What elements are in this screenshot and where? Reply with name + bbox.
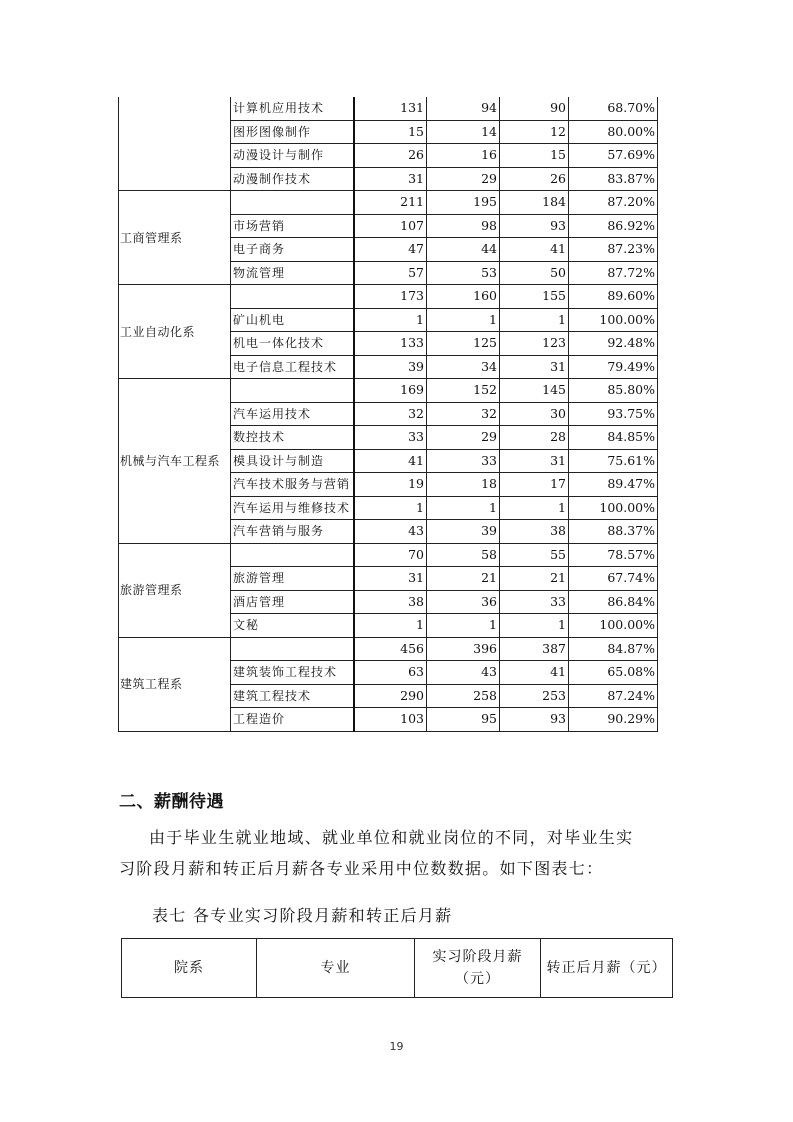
rate-cell: 87.23% xyxy=(569,238,658,262)
rate-cell: 84.87% xyxy=(569,637,658,661)
major-cell: 矿山机电 xyxy=(231,308,354,332)
placed-cell: 123 xyxy=(500,332,569,356)
major-cell: 模具设计与制造 xyxy=(231,449,354,473)
placed-cell: 17 xyxy=(500,473,569,497)
rate-cell: 67.74% xyxy=(569,567,658,591)
major-cell xyxy=(231,543,354,567)
placed-cell: 55 xyxy=(500,543,569,567)
placed-cell: 38 xyxy=(500,520,569,544)
employed-cell: 16 xyxy=(427,144,500,168)
placed-cell: 93 xyxy=(500,214,569,238)
rate-cell: 92.48% xyxy=(569,332,658,356)
placed-cell: 31 xyxy=(500,355,569,379)
rate-cell: 65.08% xyxy=(569,661,658,685)
rate-cell: 86.84% xyxy=(569,590,658,614)
dept-cell: 工业自动化系 xyxy=(119,285,231,379)
major-cell: 电子商务 xyxy=(231,238,354,262)
graduates-cell: 211 xyxy=(354,191,427,215)
major-cell: 图形图像制作 xyxy=(231,120,354,144)
major-cell: 计算机应用技术 xyxy=(231,97,354,120)
major-cell: 机电一体化技术 xyxy=(231,332,354,356)
major-cell: 旅游管理 xyxy=(231,567,354,591)
employed-cell: 18 xyxy=(427,473,500,497)
dept-summary-row xyxy=(119,285,658,309)
body-paragraph xyxy=(119,822,675,884)
rate-cell: 75.61% xyxy=(569,449,658,473)
salary-table-header-row xyxy=(122,939,673,998)
employed-cell: 95 xyxy=(427,708,500,732)
placed-cell: 387 xyxy=(500,637,569,661)
placed-cell: 1 xyxy=(500,308,569,332)
placed-cell: 28 xyxy=(500,426,569,450)
graduates-cell: 1 xyxy=(354,308,427,332)
header-regular-salary: 转正后月薪（元） xyxy=(541,939,673,998)
employed-cell: 1 xyxy=(427,496,500,520)
placed-cell: 1 xyxy=(500,614,569,638)
dept-cell: 旅游管理系 xyxy=(119,543,231,637)
page-number: 19 xyxy=(389,1040,404,1053)
paragraph-line-2: 习阶段月薪和转正后月薪各专业采用中位数数据。如下图表七： xyxy=(119,859,604,878)
major-cell: 汽车营销与服务 xyxy=(231,520,354,544)
dept-summary-row xyxy=(119,637,658,661)
major-cell: 市场营销 xyxy=(231,214,354,238)
placed-cell: 41 xyxy=(500,661,569,685)
rate-cell: 57.69% xyxy=(569,144,658,168)
dept-cell xyxy=(119,97,231,191)
major-cell xyxy=(231,191,354,215)
graduates-cell: 19 xyxy=(354,473,427,497)
placed-cell: 90 xyxy=(500,97,569,120)
graduates-cell: 456 xyxy=(354,637,427,661)
dept-summary-row xyxy=(119,379,658,403)
header-dept: 院系 xyxy=(122,939,257,998)
paragraph-line-1: 由于毕业生就业地域、就业单位和就业岗位的不同，对毕业生实 xyxy=(149,828,634,847)
employed-cell: 53 xyxy=(427,261,500,285)
placed-cell: 26 xyxy=(500,167,569,191)
dept-summary-row xyxy=(119,543,658,567)
placed-cell: 21 xyxy=(500,567,569,591)
graduates-cell: 39 xyxy=(354,355,427,379)
graduates-cell: 70 xyxy=(354,543,427,567)
major-cell xyxy=(231,379,354,403)
major-cell: 建筑工程技术 xyxy=(231,684,354,708)
major-cell xyxy=(231,285,354,309)
employed-cell: 14 xyxy=(427,120,500,144)
placed-cell: 30 xyxy=(500,402,569,426)
graduates-cell: 131 xyxy=(354,97,427,120)
rate-cell: 87.72% xyxy=(569,261,658,285)
employed-cell: 1 xyxy=(427,614,500,638)
rate-cell: 78.57% xyxy=(569,543,658,567)
section-title: 二、薪酬待遇 xyxy=(119,792,224,812)
placed-cell: 184 xyxy=(500,191,569,215)
major-cell: 汽车运用与维修技术 xyxy=(231,496,354,520)
placed-cell: 41 xyxy=(500,238,569,262)
rate-cell: 68.70% xyxy=(569,97,658,120)
rate-cell: 93.75% xyxy=(569,402,658,426)
placed-cell: 33 xyxy=(500,590,569,614)
major-cell: 动漫制作技术 xyxy=(231,167,354,191)
employed-cell: 29 xyxy=(427,167,500,191)
major-cell xyxy=(231,637,354,661)
major-cell: 酒店管理 xyxy=(231,590,354,614)
graduates-cell: 33 xyxy=(354,426,427,450)
dept-cell: 建筑工程系 xyxy=(119,637,231,731)
dept-cell: 机械与汽车工程系 xyxy=(119,379,231,544)
rate-cell: 100.00% xyxy=(569,308,658,332)
employed-cell: 160 xyxy=(427,285,500,309)
graduates-cell: 41 xyxy=(354,449,427,473)
rate-cell: 84.85% xyxy=(569,426,658,450)
graduates-cell: 133 xyxy=(354,332,427,356)
graduates-cell: 173 xyxy=(354,285,427,309)
rate-cell: 80.00% xyxy=(569,120,658,144)
employed-cell: 39 xyxy=(427,520,500,544)
placed-cell: 145 xyxy=(500,379,569,403)
rate-cell: 87.24% xyxy=(569,684,658,708)
rate-cell: 79.49% xyxy=(569,355,658,379)
graduates-cell: 38 xyxy=(354,590,427,614)
employed-cell: 1 xyxy=(427,308,500,332)
employed-cell: 21 xyxy=(427,567,500,591)
placed-cell: 253 xyxy=(500,684,569,708)
salary-table xyxy=(121,938,673,998)
major-cell: 数控技术 xyxy=(231,426,354,450)
employed-cell: 58 xyxy=(427,543,500,567)
employed-cell: 195 xyxy=(427,191,500,215)
employed-cell: 32 xyxy=(427,402,500,426)
major-cell: 电子信息工程技术 xyxy=(231,355,354,379)
employed-cell: 29 xyxy=(427,426,500,450)
rate-cell: 86.92% xyxy=(569,214,658,238)
major-cell: 工程造价 xyxy=(231,708,354,732)
graduates-cell: 26 xyxy=(354,144,427,168)
graduates-cell: 1 xyxy=(354,496,427,520)
graduates-cell: 63 xyxy=(354,661,427,685)
placed-cell: 15 xyxy=(500,144,569,168)
graduates-cell: 32 xyxy=(354,402,427,426)
employed-cell: 152 xyxy=(427,379,500,403)
employment-rate-table xyxy=(118,97,658,732)
graduates-cell: 57 xyxy=(354,261,427,285)
placed-cell: 31 xyxy=(500,449,569,473)
rate-cell: 85.80% xyxy=(569,379,658,403)
employed-cell: 258 xyxy=(427,684,500,708)
graduates-cell: 15 xyxy=(354,120,427,144)
placed-cell: 155 xyxy=(500,285,569,309)
header-major: 专业 xyxy=(257,939,415,998)
employed-cell: 125 xyxy=(427,332,500,356)
major-cell: 汽车运用技术 xyxy=(231,402,354,426)
employed-cell: 94 xyxy=(427,97,500,120)
table-row xyxy=(119,97,658,120)
placed-cell: 12 xyxy=(500,120,569,144)
rate-cell: 83.87% xyxy=(569,167,658,191)
employed-cell: 33 xyxy=(427,449,500,473)
rate-cell: 89.47% xyxy=(569,473,658,497)
employed-cell: 396 xyxy=(427,637,500,661)
rate-cell: 90.29% xyxy=(569,708,658,732)
rate-cell: 100.00% xyxy=(569,496,658,520)
graduates-cell: 31 xyxy=(354,567,427,591)
rate-cell: 87.20% xyxy=(569,191,658,215)
employed-cell: 36 xyxy=(427,590,500,614)
graduates-cell: 169 xyxy=(354,379,427,403)
graduates-cell: 107 xyxy=(354,214,427,238)
major-cell: 物流管理 xyxy=(231,261,354,285)
graduates-cell: 47 xyxy=(354,238,427,262)
major-cell: 建筑装饰工程技术 xyxy=(231,661,354,685)
dept-summary-row xyxy=(119,191,658,215)
header-intern-salary: 实习阶段月薪（元） xyxy=(415,939,541,998)
rate-cell: 100.00% xyxy=(569,614,658,638)
major-cell: 动漫设计与制作 xyxy=(231,144,354,168)
employed-cell: 98 xyxy=(427,214,500,238)
graduates-cell: 1 xyxy=(354,614,427,638)
employed-cell: 43 xyxy=(427,661,500,685)
major-cell: 汽车技术服务与营销 xyxy=(231,473,354,497)
graduates-cell: 31 xyxy=(354,167,427,191)
dept-cell: 工商管理系 xyxy=(119,191,231,285)
employed-cell: 44 xyxy=(427,238,500,262)
major-cell: 文秘 xyxy=(231,614,354,638)
table-caption: 表七 各专业实习阶段月薪和转正后月薪 xyxy=(152,906,453,925)
placed-cell: 1 xyxy=(500,496,569,520)
rate-cell: 89.60% xyxy=(569,285,658,309)
employed-cell: 34 xyxy=(427,355,500,379)
graduates-cell: 290 xyxy=(354,684,427,708)
graduates-cell: 103 xyxy=(354,708,427,732)
placed-cell: 50 xyxy=(500,261,569,285)
placed-cell: 93 xyxy=(500,708,569,732)
rate-cell: 88.37% xyxy=(569,520,658,544)
graduates-cell: 43 xyxy=(354,520,427,544)
